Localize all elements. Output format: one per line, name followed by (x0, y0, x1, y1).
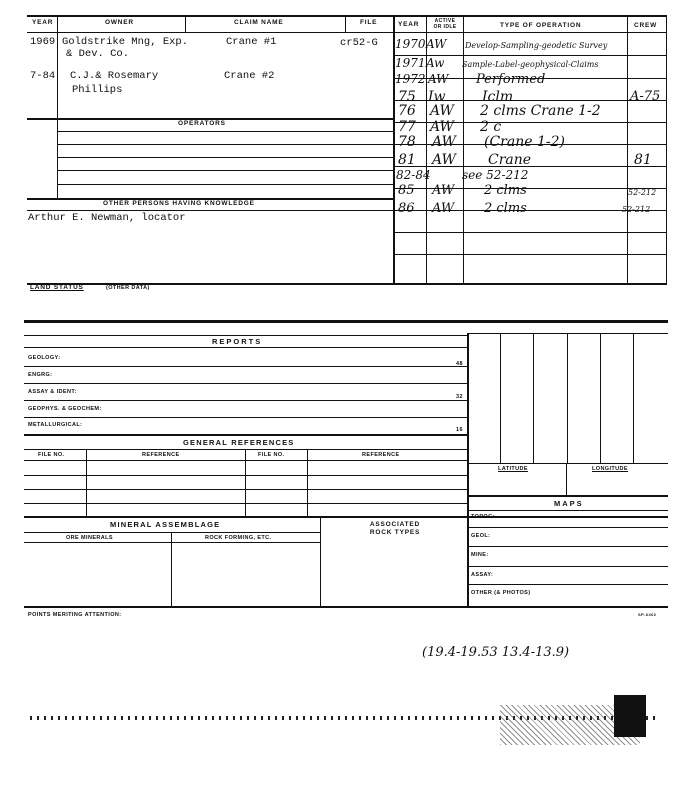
log-9-status: AW (432, 183, 455, 198)
owner-2-year: 7-84 (30, 70, 56, 82)
mineral-assemblage-heading: MINERAL ASSEMBLAGE (110, 520, 221, 529)
log-4-operation: 2 clms Crane 1-2 (480, 103, 601, 119)
rock-forming-header: ROCK FORMING, ETC. (205, 535, 272, 541)
log-6-status: AW (432, 134, 456, 150)
header-claim-name: CLAIM NAME (234, 19, 284, 26)
log-8-operation: see 52-212 (462, 168, 529, 182)
log-0-year: 1970 (395, 37, 426, 51)
owner-1-name: Goldstrike Mng, Exp. (62, 36, 189, 48)
log-1-operation: Sample-Label-geophysical-Claims (462, 60, 599, 69)
log-3-crew: A-75 (630, 89, 661, 104)
log-10-operation: 2 clms (484, 201, 527, 216)
owner-2-claim: Crane #2 (224, 70, 275, 82)
log-9-operation: 2 clms (484, 183, 527, 198)
header-active-idle: ACTIVE OR IDLE (433, 18, 457, 30)
owner-1-year: 1969 (30, 36, 56, 48)
log-0-status: AW (426, 37, 447, 51)
log-2-operation: Performed (476, 72, 546, 87)
log-5-operation: 2 c (480, 119, 502, 135)
header-year-2: YEAR (398, 21, 420, 28)
report-metallurgical: METALLURGICAL: (28, 422, 83, 428)
log-5-status: AW (430, 119, 454, 135)
ref-file-no-header-2: FILE NO. (258, 452, 285, 458)
log-4-year: 76 (398, 103, 416, 119)
owner-2-name: C.J.& Rosemary (70, 70, 159, 82)
log-10-crew: 52-212 (622, 205, 651, 214)
header-crew: CREW (634, 22, 658, 29)
report-geophys: GEOPHYS. & GEOCHEM: (28, 406, 102, 412)
general-references-heading: GENERAL REFERENCES (183, 438, 295, 447)
operators-heading: OPERATORS (178, 120, 226, 127)
log-2-status: AW (428, 72, 449, 86)
header-file: FILE (360, 19, 378, 26)
log-2-year: 1972 (395, 72, 426, 86)
owner-1-claim: Crane #1 (226, 36, 277, 48)
log-7-operation: Crane (488, 152, 532, 168)
header-owner: OWNER (105, 19, 134, 26)
associated-rock-types-heading: ASSOCIATED ROCK TYPES (369, 521, 421, 536)
owner-1-name-line2: & Dev. Co. (66, 48, 130, 60)
maps-topog: TOPOG: (471, 514, 495, 520)
scan-mark (614, 695, 646, 737)
maps-heading: MAPS (554, 499, 584, 508)
log-5-year: 77 (398, 119, 416, 135)
header-type-of-operation: TYPE OF OPERATION (500, 22, 582, 29)
owner-1-file: cr52-G (340, 37, 378, 49)
form-number: SP-6402 (638, 612, 657, 617)
other-person-1: Arthur E. Newman, locator (28, 212, 186, 224)
land-status-label: LAND STATUS (30, 284, 84, 291)
log-3-operation: Iclm (482, 89, 514, 105)
owner-2-name-line2: Phillips (72, 84, 123, 96)
reports-heading: REPORTS (212, 337, 263, 346)
maps-other: OTHER (& PHOTOS) (471, 590, 531, 596)
log-9-year: 85 (398, 183, 415, 198)
ore-minerals-header: ORE MINERALS (66, 535, 113, 541)
header-year: YEAR (32, 19, 54, 26)
ref-reference-header: REFERENCE (142, 452, 180, 458)
log-9-crew: 52-212 (628, 188, 657, 197)
coordinate-annotation: (19.4-19.53 13.4-13.9) (422, 645, 570, 660)
log-10-status: AW (432, 201, 455, 216)
land-status-sub: (OTHER DATA) (106, 285, 150, 291)
log-6-operation: (Crane 1-2) (484, 134, 565, 150)
report-assay: ASSAY & IDENT: (28, 389, 77, 395)
ref-reference-header-2: REFERENCE (362, 452, 400, 458)
log-0-operation: Develop-Sampling-geodetic Survey (465, 41, 608, 50)
log-1-year: 1971 (395, 56, 426, 70)
log-1-status: Aw (426, 56, 445, 70)
log-7-status: AW (432, 152, 456, 168)
log-3-year: 75 (398, 89, 416, 105)
maps-geol: GEOL: (471, 533, 491, 539)
report-metallurgical-num: 16 (456, 427, 463, 433)
points-meriting-attention: POINTS MERITING ATTENTION: (28, 612, 122, 618)
maps-assay: ASSAY: (471, 572, 494, 578)
log-8-year: 82-84 (396, 168, 431, 182)
log-7-crew: 81 (634, 152, 652, 168)
log-3-status: Iw (428, 89, 446, 105)
log-10-year: 86 (398, 201, 415, 216)
log-4-status: AW (430, 103, 454, 119)
report-geology: GEOLOGY: (28, 355, 61, 361)
ref-file-no-header: FILE NO. (38, 452, 65, 458)
longitude-label: LONGITUDE (592, 466, 628, 472)
log-7-year: 81 (398, 152, 416, 168)
report-geology-num: 48 (456, 361, 463, 367)
other-persons-heading: OTHER PERSONS HAVING KNOWLEDGE (103, 200, 255, 207)
report-assay-num: 32 (456, 394, 463, 400)
latitude-label: LATITUDE (498, 466, 528, 472)
maps-mine: MINE: (471, 552, 489, 558)
log-6-year: 78 (398, 134, 416, 150)
report-engrg: ENGRG: (28, 372, 53, 378)
